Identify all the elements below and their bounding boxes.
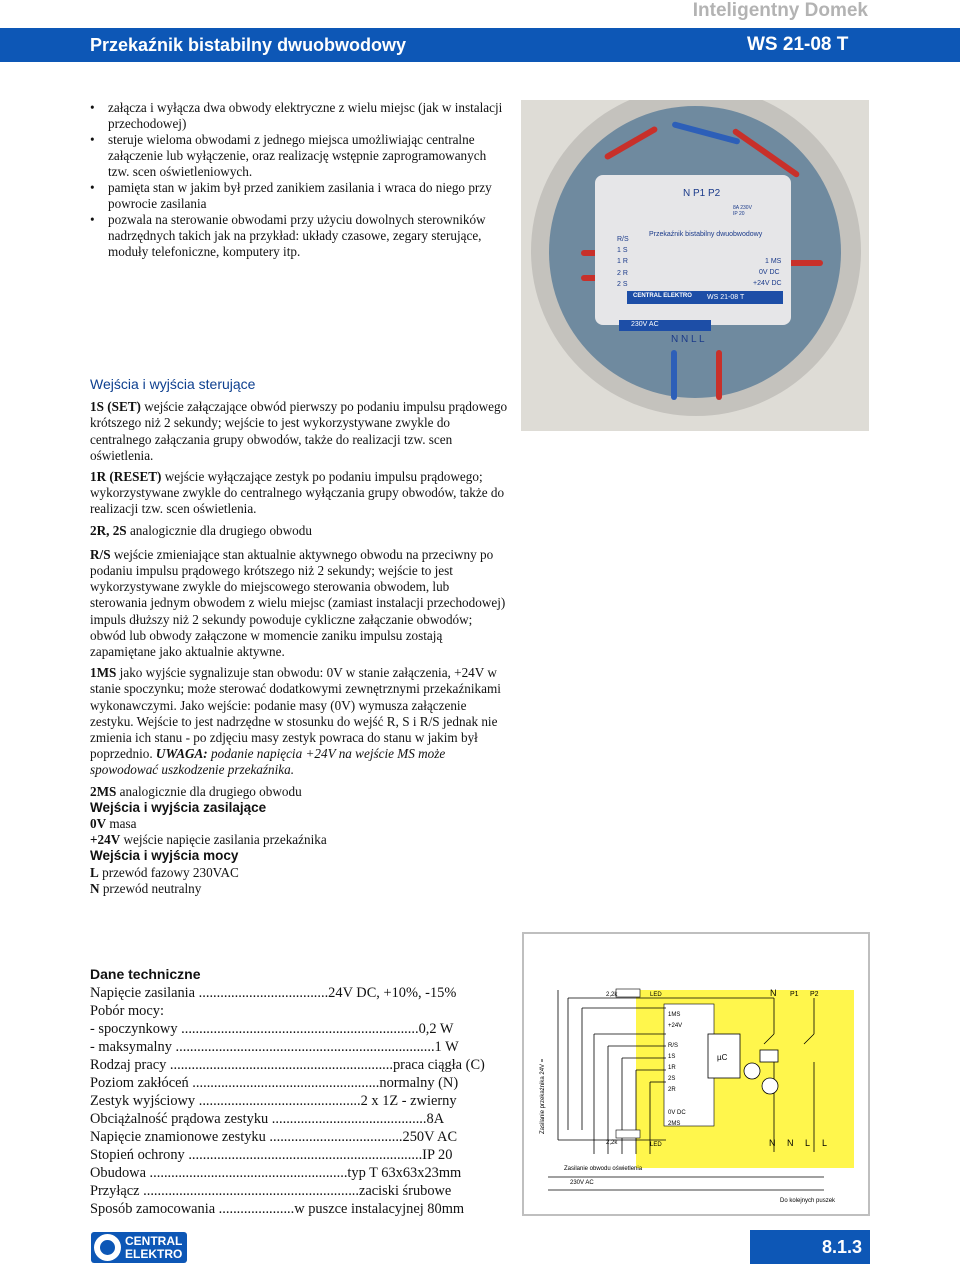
product-photo	[521, 100, 869, 431]
resistor-bottom-label: 2,2k	[606, 1140, 618, 1146]
spec-row: Napięcie zasilania ....................................24V DC, +10%, -15%	[90, 985, 457, 1001]
next-boxes-label: Do kolejnych puszek	[780, 1198, 836, 1204]
feature-item: • pamięta stan w jakim był przed zanikiem zasilania i wraca do niego przy powrocie zasilania	[90, 180, 510, 212]
paragraph-2r: 2R, 2S analogicznie dla drugiego obwodu	[90, 522, 312, 538]
micro-label: µC	[717, 1053, 728, 1062]
paragraph-1s: 1S (SET) wejście załączające obwód pierwszy po podaniu impulsu prądowego krótszego niż 2 sekundy; wejście to jest wykorzystywane zwykle do centralnego załączania grupy obwodów, także do realizacji tzw. scen oświetlenia.	[90, 399, 508, 463]
paragraph-2ms: 2MS analogicznie dla drugiego obwodu	[90, 783, 302, 799]
transistor-1	[744, 1063, 760, 1079]
feature-list	[90, 100, 510, 260]
paragraph-1ms: 1MS jako wyjście sygnalizuje stan obwodu: 0V w stanie załączenia, +24V w stanie spoczynku; może sterować dodatkowymi zewnętrznymi przekaźnikami wykonawczymi. Jako wejście: podanie masy (0V) wymusza załączenie zestyku. Wejście to jest nadrzędne w stosunku do wejść R, S i R/S jednak nie zmienia ich stanu - po zdjęciu masy zestyk powraca do stanu w jakim był poprzednio. UWAGA: podanie napięcia +24V na wejście MS może spowodować uszkodzenie przekaźnika.	[90, 665, 501, 778]
spec-row: Sposób zamocowania .....................w puszce instalacyjnej 80mm	[90, 1201, 465, 1217]
spec-row: Zestyk wyjściowy .............................................2 x 1Z - zwierny	[90, 1093, 457, 1109]
resistor-bottom	[616, 1130, 640, 1138]
diagram-terminal-top: N	[770, 988, 777, 998]
supply-vertical-label: Zasilanie przekaźnika 24V =	[540, 1058, 546, 1134]
wire-blue	[671, 350, 677, 400]
wiring-diagram	[522, 932, 870, 1216]
spec-row: Rodzaj pracy ..............................................................praca ciągła (C)	[90, 1057, 485, 1073]
lighting-label: Zasilanie obwodu oświetlenia	[564, 1166, 643, 1172]
photo-terminal-label: 2 R	[617, 270, 628, 277]
diagram-input: 1MS	[668, 1012, 681, 1018]
spec-row: - spoczynkowy ..................................................................0,2 W	[90, 1021, 454, 1037]
photo-terminal-label: +24V DC	[753, 280, 782, 287]
diagram-input: 2R	[668, 1087, 676, 1093]
paragraph-1r: 1R (RESET) wejście wyłączające zestyk po podaniu impulsu prądowego; wykorzystywane zwykle do centralnego wyłączania grupy obwodów, także do realizacji tzw. scen oświetlenia.	[90, 469, 505, 517]
photo-logo: CENTRAL ELEKTRO	[633, 293, 692, 299]
photo-terminal-label: 1 R	[617, 258, 628, 265]
page-number-tag	[750, 1230, 870, 1264]
relay-coil	[760, 1050, 778, 1062]
spec-row: Stopień ochrony .................................................................IP 20	[90, 1147, 453, 1163]
diagram-input: +24V	[668, 1023, 683, 1029]
product-code: WS 21-08 T	[747, 34, 849, 55]
photo-model: WS 21-08 T	[707, 294, 745, 301]
led-bottom-label: LED	[650, 1142, 662, 1148]
diagram-terminal-bottom: N	[769, 1138, 776, 1148]
paragraph-0v: 0V masa	[90, 816, 137, 832]
diagram-terminal-bottom: L	[805, 1138, 811, 1148]
resistor-top-label: 2,2k	[606, 992, 618, 998]
photo-terminal-label: 2 S	[617, 281, 628, 288]
transistor-2	[762, 1078, 778, 1094]
diagram-input: 1R	[668, 1065, 676, 1071]
central-elektro-logo	[91, 1232, 187, 1263]
diagram-terminal-bottom: L	[822, 1138, 828, 1148]
photo-rating: 8A 230V IP 20	[733, 205, 752, 217]
logo-mark-icon	[94, 1234, 121, 1261]
photo-terminal-label: R/S	[617, 236, 629, 243]
resistor-top	[616, 989, 640, 997]
spec-row: Obciążalność prądowa zestyku ...........................................8A	[90, 1111, 445, 1127]
technical-data	[90, 965, 506, 1218]
section-heading: Wejścia i wyjścia sterujące	[90, 376, 256, 392]
photo-supply: 230V AC	[631, 321, 659, 328]
diagram-input: 2MS	[668, 1121, 681, 1127]
mains-label: 230V AC	[570, 1180, 594, 1186]
title-bar	[0, 28, 960, 62]
diagram-input: 1S	[668, 1054, 676, 1060]
wiring-svg	[524, 934, 868, 1214]
photo-bottom-terminals: N N L L	[671, 334, 705, 345]
feature-item: • załącza i wyłącza dwa obwody elektryczne z wielu miejsc (jak w instalacji przechodowej)	[90, 100, 510, 132]
feature-item: • steruje wieloma obwodami z jednego miejsca umożliwiając centralne załączenie lub wyłączenie, oraz realizację wstępnie zaprogramowanych tzw. scen oświetleniowych.	[90, 132, 510, 180]
paragraph-n: N przewód neutralny	[90, 880, 202, 896]
spec-row: Obudowa .......................................................typ T 63x63x23mm	[90, 1165, 462, 1181]
diagram-terminal-top: P1	[790, 991, 799, 998]
photo-terminal-label: 1 MS	[765, 258, 782, 265]
specs-heading: Dane techniczne	[90, 966, 201, 982]
led-top-label: LED	[650, 992, 662, 998]
spec-row: - maksymalny ........................................................................1 W	[90, 1039, 459, 1055]
photo-terminal-label: 0V DC	[759, 269, 780, 276]
diagram-terminal-bottom: N	[787, 1138, 794, 1148]
mains-heading: Wejścia i wyjścia mocy	[90, 848, 239, 864]
spec-row: Przyłącz ............................................................zaciski śrubowe	[90, 1183, 452, 1199]
paragraph-24v: +24V wejście napięcie zasilania przekaźnika	[90, 832, 327, 848]
photo-terminal-label: 1 S	[617, 247, 628, 254]
power-heading: Wejścia i wyjścia zasilające	[90, 799, 267, 815]
diagram-input: R/S	[668, 1043, 679, 1049]
paragraph-l: L przewód fazowy 230VAC	[90, 864, 239, 880]
diagram-input: 2S	[668, 1076, 676, 1082]
spec-row: Pobór mocy:	[90, 1003, 164, 1019]
page-number: 8.1.3	[821, 1237, 862, 1257]
spec-row: Poziom zakłóceń ....................................................normalny (N)	[90, 1075, 459, 1091]
photo-module-title: Przekaźnik bistabilny dwuobwodowy	[649, 231, 763, 238]
brand-name: Inteligentny Domek	[692, 0, 868, 21]
page-title: Przekaźnik bistabilny dwuobwodowy	[90, 35, 407, 55]
photo-top-terminals: N P1 P2	[683, 188, 721, 199]
paragraph-rs: R/S wejście zmieniające stan aktualnie aktywnego obwodu na przeciwny po podaniu impulsu prądowego krótszego niż 2 sekundy; wejście to jest wykorzystywane zwykle do miejscowego sterowania obwodem, lub sterowania jednym obwodem z wielu miejsc (zamiast instalacji przechodowej) impuls dłuższy niż 2 sekundy powoduje cykliczne załączanie obwodów; obwód lub obwody załączone w momencie zaniku impulsu zostają zapamiętane jako aktualnie aktywne.	[90, 546, 506, 660]
logo-line1: CENTRAL	[125, 1234, 183, 1248]
spec-row: Napięcie znamionowe zestyku .....................................250V AC	[90, 1129, 458, 1145]
diagram-input: 0V DC	[668, 1110, 686, 1116]
logo-line2: ELEKTRO	[125, 1247, 183, 1261]
feature-item: • pozwala na sterowanie obwodami przy użyciu dowolnych sterowników nadrzędnych takich jak na przykład: układy czasowe, zegary sterujące, moduły telefoniczne, komputery itp.	[90, 212, 510, 260]
diagram-terminal-top: P2	[810, 991, 819, 998]
inputs-section	[90, 376, 508, 897]
wire-red	[716, 350, 722, 400]
